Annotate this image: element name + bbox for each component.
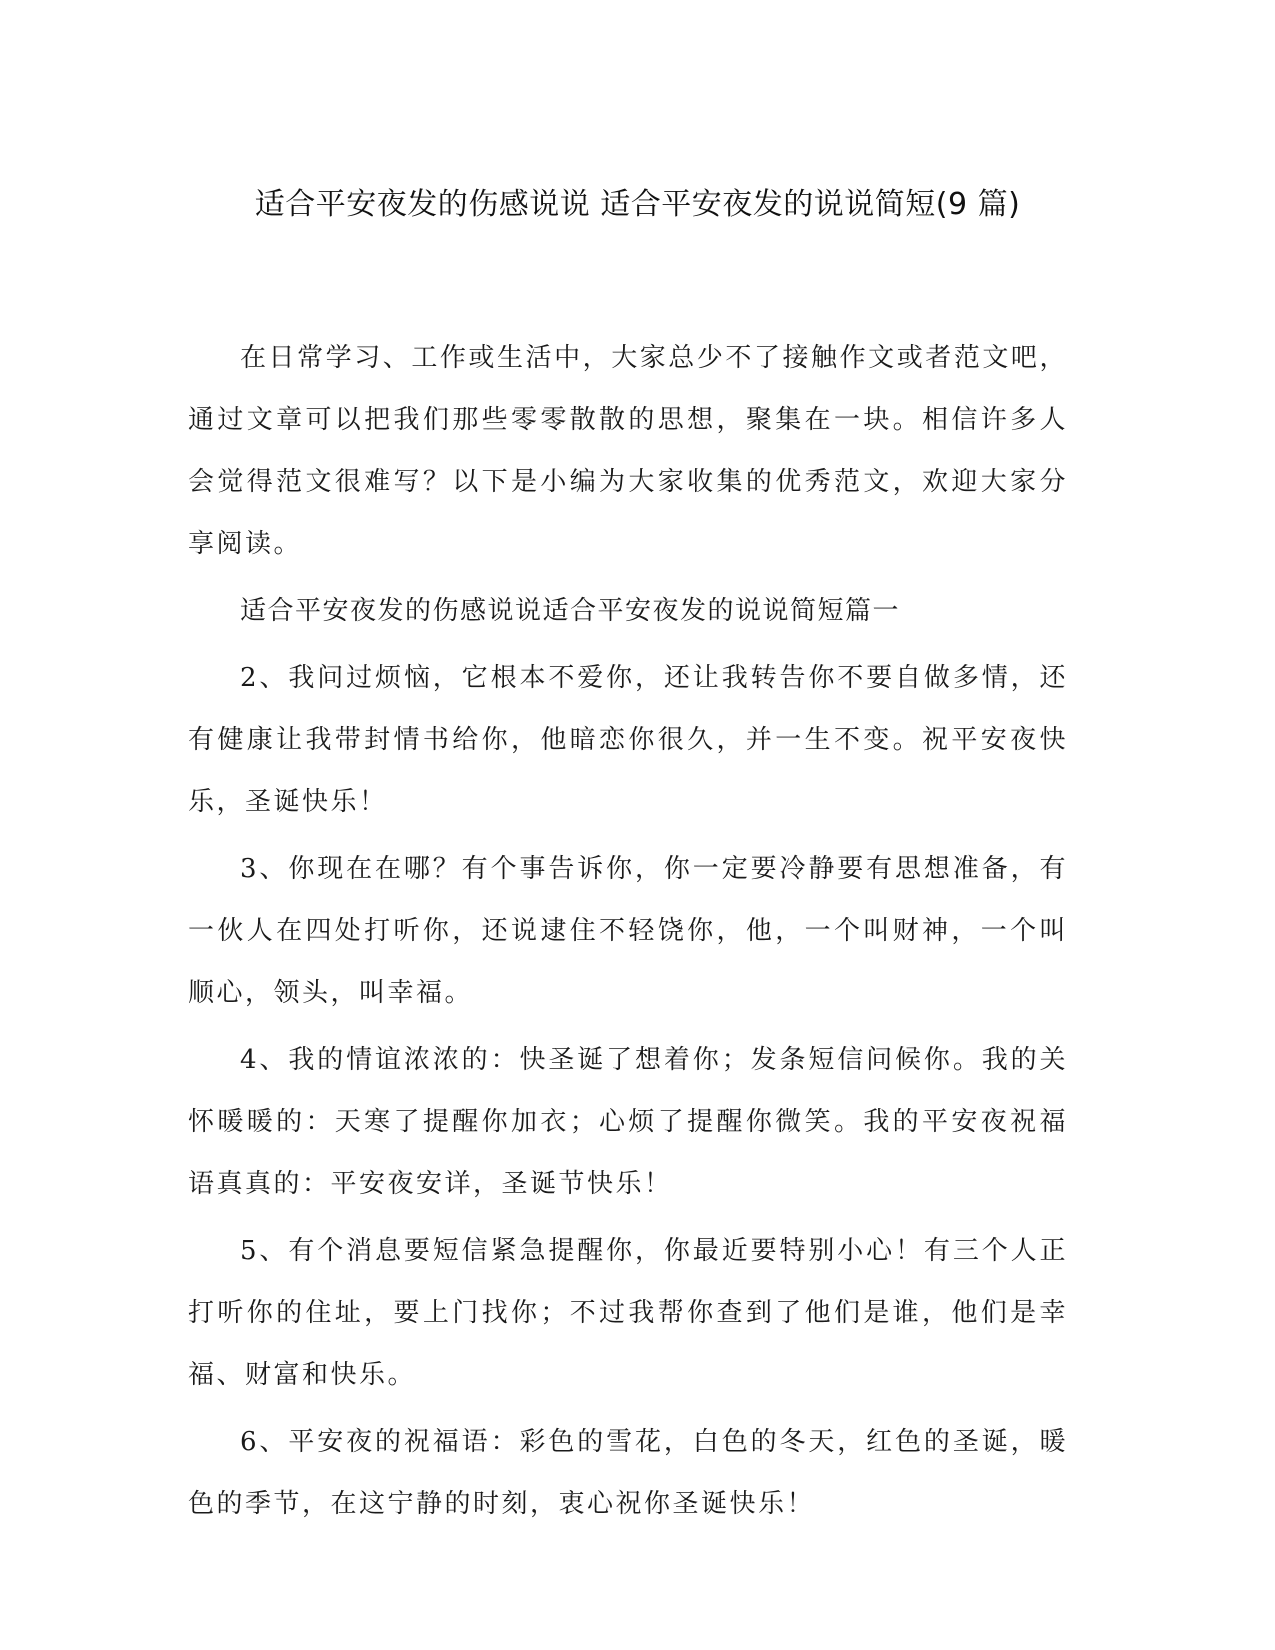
list-item: 2、我问过烦恼，它根本不爱你，还让我转告你不要自做多情，还有健康让我带封情书给你，他暗恋你很久，并一生不变。祝平安夜快乐，圣诞快乐！ [188, 663, 1068, 817]
document-body [188, 327, 1068, 1540]
intro-paragraph: 在日常学习、工作或生活中，大家总少不了接触作文或者范文吧，通过文章可以把我们那些零零散散的思想，聚集在一块。相信许多人会觉得范文很难写？以下是小编为大家收集的优秀范文，欢迎大家分享阅读。 [188, 343, 1068, 559]
list-item: 4、我的情谊浓浓的：快圣诞了想着你；发条短信问候你。我的关怀暖暖的：天寒了提醒你加衣；心烦了提醒你微笑。我的平安夜祝福语真真的：平安夜安详，圣诞节快乐！ [188, 1045, 1068, 1199]
list-item: 6、平安夜的祝福语：彩色的雪花，白色的冬天，红色的圣诞，暖色的季节，在这宁静的时刻，衷心祝你圣诞快乐！ [188, 1427, 1068, 1519]
document-title: 适合平安夜发的伤感说说 适合平安夜发的说说简短(9 篇) [254, 187, 1021, 222]
list-item: 3、你现在在哪？有个事告诉你，你一定要冷静要有思想准备，有一伙人在四处打听你，还说逮住不轻饶你，他，一个叫财神，一个叫顺心，领头，叫幸福。 [188, 854, 1068, 1008]
list-item: 5、有个消息要短信紧急提醒你，你最近要特别小心！有三个人正打听你的住址，要上门找你；不过我帮你查到了他们是谁，他们是幸福、财富和快乐。 [188, 1236, 1068, 1390]
section-heading: 适合平安夜发的伤感说说适合平安夜发的说说简短篇一 [240, 596, 901, 626]
